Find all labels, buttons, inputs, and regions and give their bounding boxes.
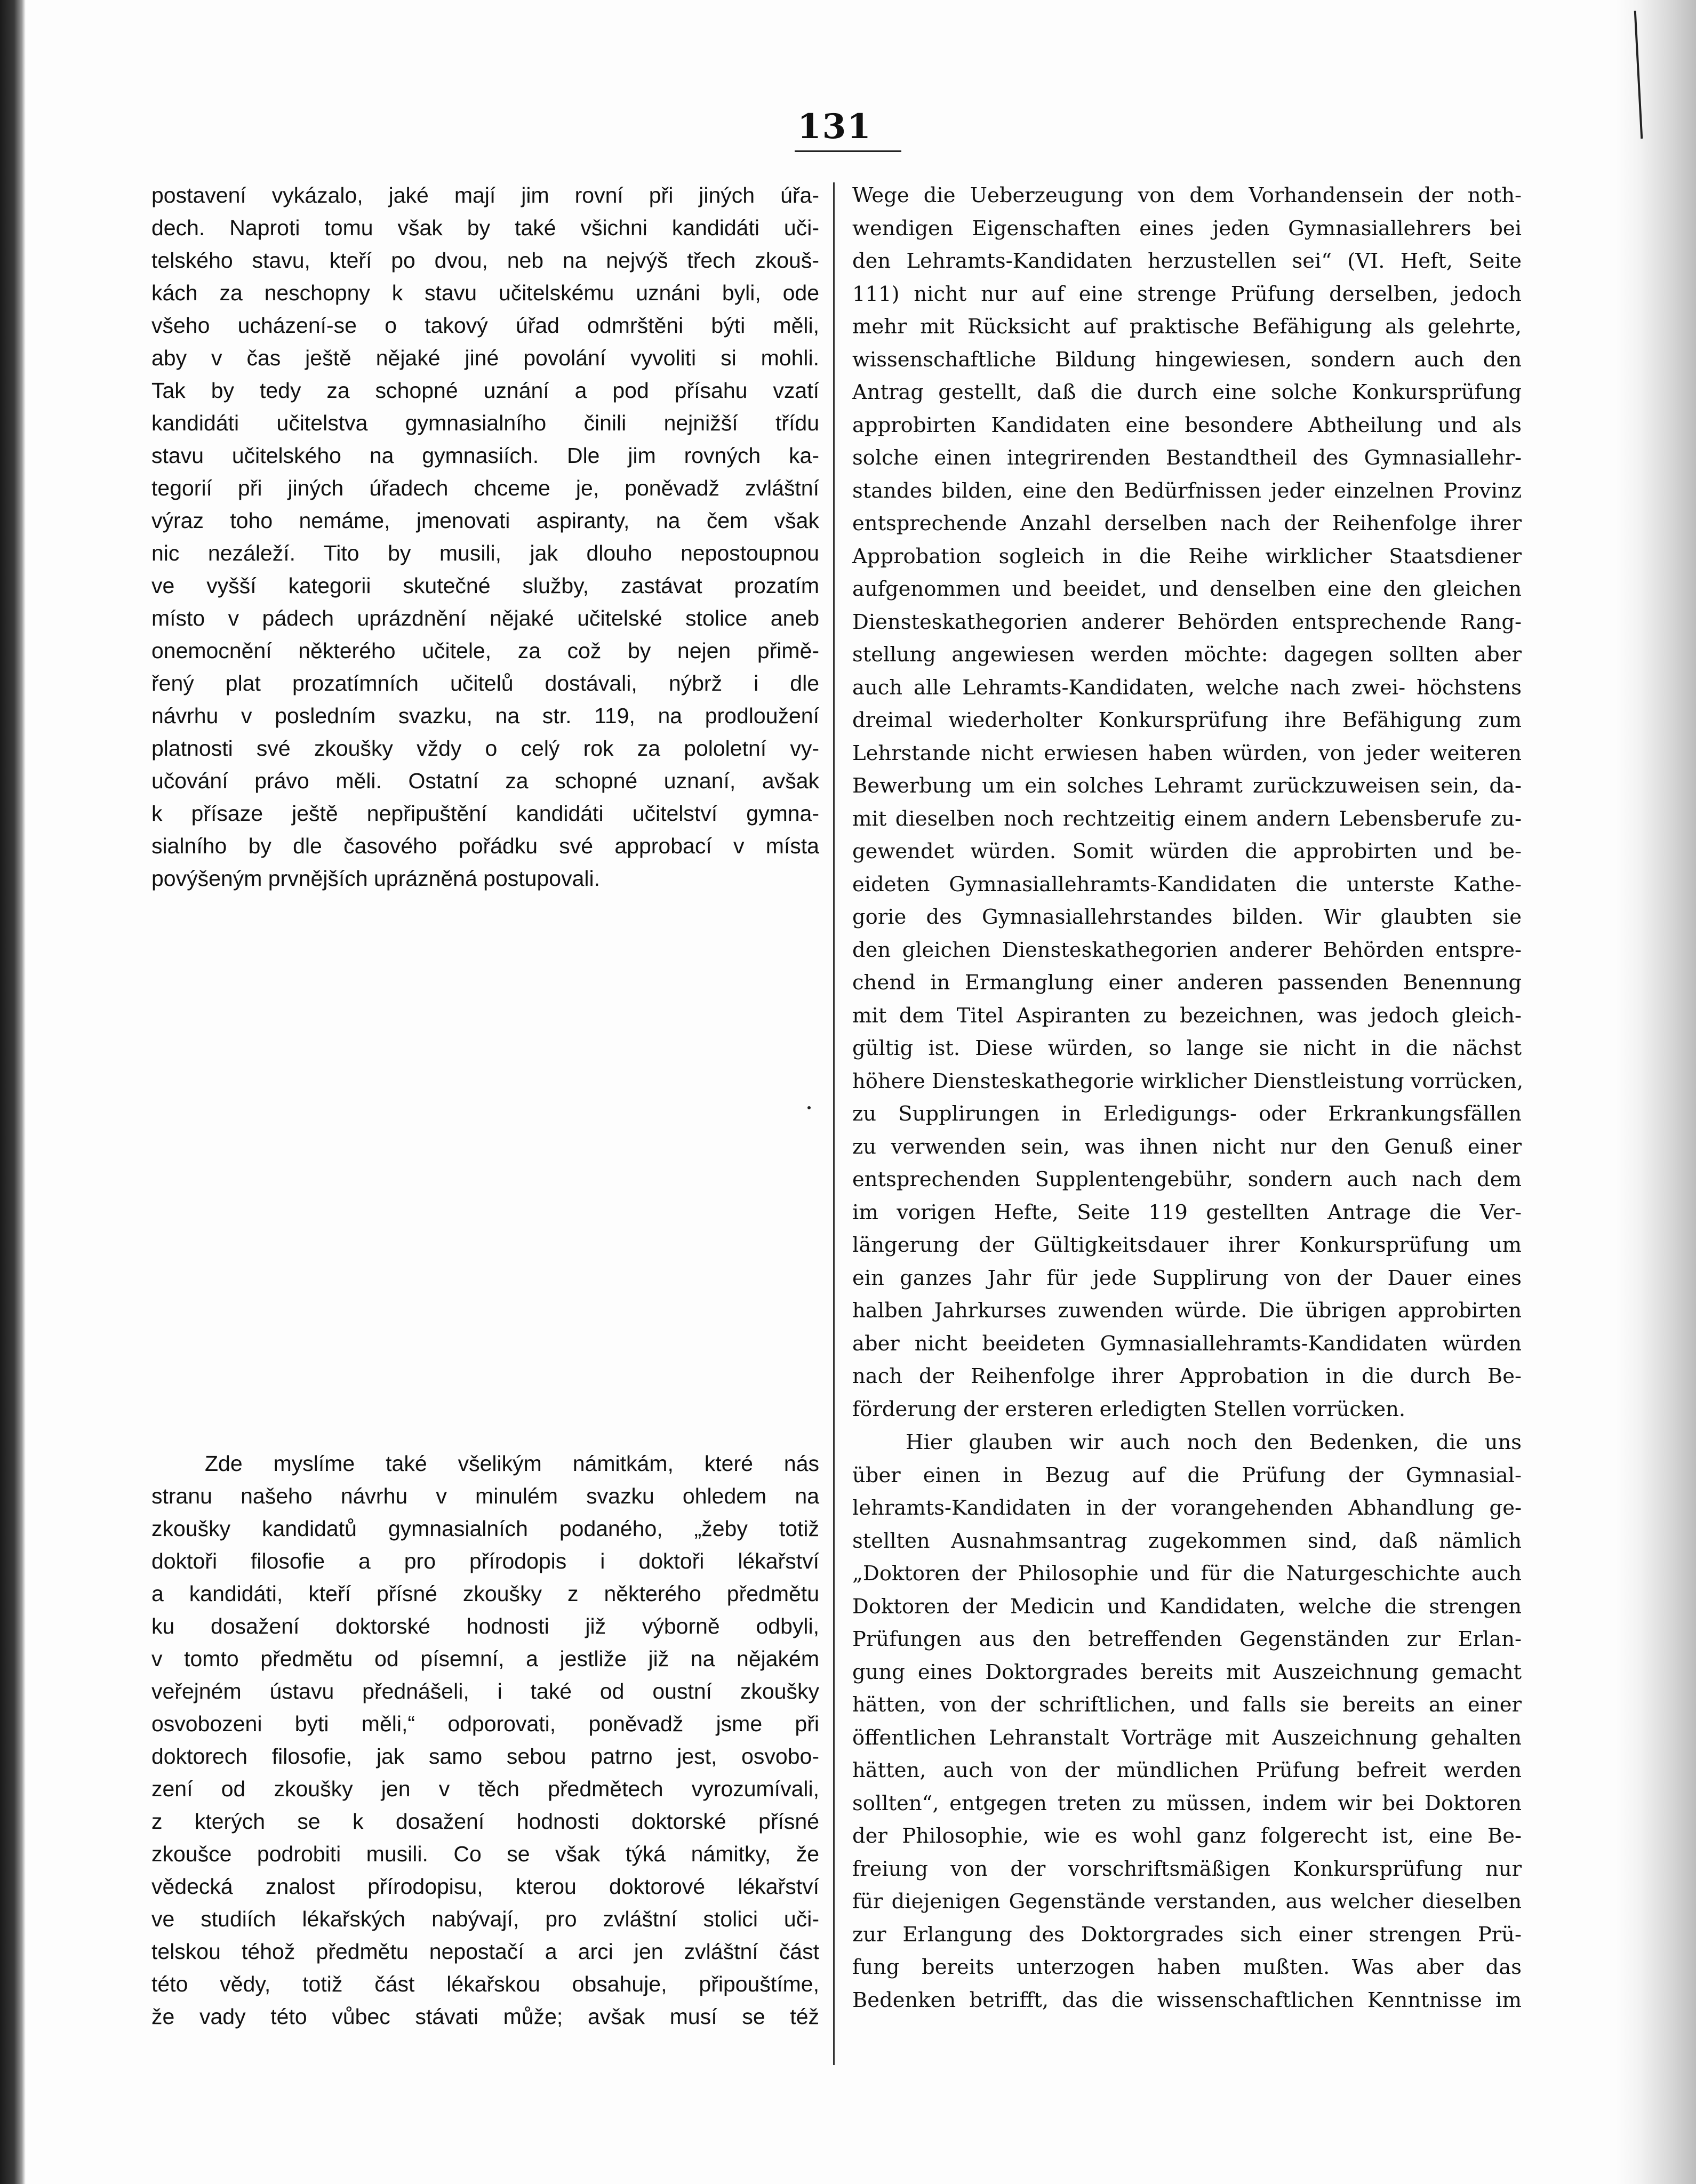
text-line: stellung angewiesen werden möchte: dagegen sollten aber [852, 643, 1522, 667]
text-line: Zde myslíme také všelikým námitkám, které nás [205, 1451, 819, 1476]
text-line: eideten Gymnasiallehramts-Kandidaten die unterste Kathe- [852, 872, 1522, 897]
text-line: aber nicht beeideten Gymnasiallehramts-Kandidaten würden [852, 1331, 1522, 1356]
text-line: über einen in Bezug auf die Prüfung der Gymnasial- [852, 1463, 1522, 1487]
text-line: telskou téhož předmětu nepostačí a arci jen zvláštní část [151, 1939, 819, 1964]
text-line: gung eines Doktorgrades bereits mit Auszeichnung gemacht [852, 1660, 1522, 1684]
page-number-rule [795, 150, 901, 152]
text-line: 111) nicht nur auf eine strenge Prüfung derselben, jedoch [852, 282, 1522, 306]
text-line: ein ganzes Jahr für jede Supplirung von der Dauer eines [852, 1266, 1522, 1290]
text-line: für diejenigen Gegenstände verstanden, aus welcher dieselben [852, 1890, 1522, 1914]
text-line: förderung der ersteren erledigten Stellen vorrücken. [852, 1397, 1406, 1421]
text-line: den gleichen Diensteskathegorien anderer Behörden entspre- [852, 938, 1522, 962]
text-line: entsprechenden Supplentengebühr, sondern auch nach dem [852, 1167, 1522, 1191]
text-line: vědecká znalost přírodopisu, kterou doktorové lékařství [151, 1874, 819, 1899]
column-divider [833, 182, 835, 2065]
text-line: zkoušce podrobiti musili. Co se však týká námitky, že [151, 1842, 819, 1866]
text-line: ve studiích lékařských nabývají, pro zvláštní stolici uči- [151, 1907, 819, 1931]
text-line: kandidáti učitelstva gymnasialního činili nejnižší třídu [151, 411, 819, 435]
text-line: k přísaze ještě nepřipuštění kandidáti učitelství gymna- [151, 801, 819, 826]
text-line: Wege die Ueberzeugung von dem Vorhandensein der noth- [852, 183, 1522, 207]
text-line: a kandidáti, kteří přísné zkoušky z některého předmětu [151, 1581, 819, 1606]
text-line: nic nezáleží. Tito by musili, jak dlouho nepostoupnou [151, 541, 819, 565]
text-line: chend in Ermanglung einer anderen passenden Benennung [852, 971, 1522, 995]
text-line: Bedenken betrifft, das die wissenschaftlichen Kenntnisse im [852, 1988, 1522, 2012]
text-line: této vědy, totiž část lékařskou obsahuje, připouštíme, [151, 1972, 819, 1996]
text-line: Lehrstande nicht erwiesen haben würden, von jeder weiteren [852, 741, 1522, 765]
text-line: wendigen Eigenschaften eines jeden Gymnasiallehrers bei [852, 216, 1522, 241]
text-line: gewendet würden. Somit würden die approbirten und be- [852, 839, 1522, 863]
text-line: dreimal wiederholter Konkursprüfung ihre Befähigung zum [852, 708, 1522, 732]
text-line: mehr mit Rücksicht auf praktische Befähigung als gelehrte, [852, 315, 1522, 339]
text-line: zu Supplirungen in Erledigungs- oder Erkrankungsfällen [852, 1102, 1522, 1126]
text-line: stavu učitelského na gymnasiích. Dle jim rovných ka- [151, 443, 819, 468]
text-line: z kterých se k dosažení hodnosti doktorské přísné [151, 1809, 819, 1834]
text-line: öffentlichen Lehranstalt Vorträge mit Auszeichnung gehalten [852, 1725, 1522, 1750]
text-line: mit dieselben noch rechtzeitig einem andern Lebensberufe zu- [852, 806, 1522, 831]
text-line: ve vyšší kategorii skutečné služby, zastávat prozatím [151, 573, 819, 598]
text-line: doktorech filosofie, jak samo sebou patrno jest, osvobo- [151, 1744, 819, 1769]
text-line: gültig ist. Diese würden, so lange sie nicht in die nächst [852, 1036, 1522, 1060]
text-line: entsprechende Anzahl derselben nach der Reihenfolge ihrer [852, 511, 1522, 535]
text-line: stellten Ausnahmsantrag zugekommen sind, daß nämlich [852, 1529, 1522, 1553]
left-column-paragraph-1 [151, 179, 819, 895]
text-line: „Doktoren der Philosophie und für die Naturgeschichte auch [852, 1562, 1522, 1586]
text-line: veřejném ústavu přednášeli, i také od oustní zkoušky [151, 1679, 819, 1703]
text-line: doktoři filosofie a pro přírodopis i doktoři lékařství [151, 1549, 819, 1573]
text-line: zu verwenden sein, was ihnen nicht nur den Genuß einer [852, 1134, 1522, 1159]
text-line: den Lehramts-Kandidaten herzustellen sei“ (VI. Heft, Seite [852, 249, 1522, 273]
text-line: im vorigen Hefte, Seite 119 gestellten Antrage die Ver- [852, 1200, 1522, 1225]
text-line: standes bilden, eine den Bedürfnissen jeder einzelnen Provinz [852, 478, 1522, 503]
text-line: dech. Naproti tomu však by také všichni kandidáti uči- [151, 215, 819, 240]
text-line: mit dem Titel Aspiranten zu bezeichnen, was jedoch gleich- [852, 1003, 1522, 1028]
ink-speck [807, 1106, 811, 1109]
text-line: Prüfungen aus den betreffenden Gegenständen zur Erlan- [852, 1627, 1522, 1651]
text-line: Antrag gestellt, daß die durch eine solche Konkursprüfung [852, 380, 1522, 404]
text-line: fung bereits unterzogen haben mußten. Was aber das [852, 1955, 1522, 1979]
text-line: der Philosophie, wie es wohl ganz folgerecht ist, eine Be- [852, 1824, 1522, 1848]
text-line: hätten, auch von der mündlichen Prüfung befreit werden [852, 1758, 1522, 1782]
text-line: approbirten Kandidaten eine besondere Abtheilung und als [852, 413, 1522, 437]
text-line: lehramts-Kandidaten in der vorangehenden Abhandlung ge- [852, 1496, 1522, 1520]
text-line: ku dosažení doktorské hodnosti již výborně odbyli, [151, 1614, 819, 1638]
scan-right-edge [1616, 0, 1696, 2184]
text-line: postavení vykázalo, jaké mají jim rovní při jiných úřa- [151, 183, 819, 207]
text-line: längerung der Gültigkeitsdauer ihrer Konkursprüfung um [852, 1233, 1522, 1257]
text-line: wissenschaftliche Bildung hingewiesen, sondern auch den [852, 347, 1522, 372]
text-line: sialního by dle časového pořádku své approbací v místa [151, 834, 819, 858]
text-line: tegorií při jiných úřadech chceme je, poněvadž zvláštní [151, 476, 819, 500]
text-line: nach der Reihenfolge ihrer Approbation in die durch Be- [852, 1364, 1522, 1388]
text-line: že vady této vůbec stávati může; avšak musí se též [151, 2004, 819, 2029]
text-line: zur Erlangung des Doktorgrades sich einer strengen Prü- [852, 1922, 1522, 1947]
text-line: místo v pádech uprázdnění nějaké učitelské stolice aneb [151, 606, 819, 630]
text-line: hätten, von der schriftlichen, und falls sie bereits an einer [852, 1693, 1522, 1717]
text-line: povýšeným prvnějších uprázněná postupovali. [151, 866, 600, 891]
text-line: aby v čas ještě nějaké jiné povolání vyvoliti si mohli. [151, 346, 819, 370]
text-line: sollten“, entgegen treten zu müssen, indem wir bei Doktoren [852, 1791, 1522, 1815]
left-column-paragraph-2 [151, 1447, 819, 2033]
text-line: Bewerbung um ein solches Lehramt zurückzuweisen sein, da- [852, 774, 1522, 798]
text-line: řený plat prozatímních učitelů dostávali, nýbrž i dle [151, 671, 819, 695]
text-line: gorie des Gymnasiallehrstandes bilden. Wir glaubten sie [852, 905, 1522, 929]
text-line: Approbation sogleich in die Reihe wirklicher Staatsdiener [852, 544, 1522, 569]
text-line: kách za neschopny k stavu učitelskému uznáni byli, ode [151, 281, 819, 305]
text-line: Hier glauben wir auch noch den Bedenken, die uns [906, 1430, 1522, 1454]
text-line: freiung von der vorschriftsmäßigen Konkursprüfung nur [852, 1857, 1522, 1881]
text-line: učování právo měli. Ostatní za schopné uznaní, avšak [151, 769, 819, 793]
text-line: návrhu v posledním svazku, na str. 119, na prodloužení [151, 703, 819, 728]
text-line: zení od zkoušky jen v těch předmětech vyrozumívali, [151, 1777, 819, 1801]
page-number: 131 [797, 107, 872, 147]
text-line: všeho ucházení-se o takový úřad odmrštěni býti měli, [151, 313, 819, 338]
scan-left-edge [0, 0, 26, 2184]
text-line: höhere Diensteskathegorie wirklicher Dienstleistung vorrücken, [852, 1069, 1524, 1093]
text-line: Doktoren der Medicin und Kandidaten, welche die strengen [852, 1594, 1522, 1619]
right-column-paragraph-1 [852, 179, 1522, 1426]
text-line: stranu našeho návrhu v minulém svazku ohledem na [151, 1484, 819, 1508]
right-column-paragraph-2 [852, 1426, 1522, 2017]
text-line: v tomto předmětu od písemní, a jestliže již na nějakém [151, 1646, 819, 1671]
text-line: Tak by tedy za schopné uznání a pod přísahu vzatí [151, 378, 819, 403]
text-line: osvobozeni byti měli,“ odporovati, poněvadž jsme při [151, 1711, 819, 1736]
text-line: onemocnění některého učitele, za což by nejen přimě- [151, 638, 819, 663]
text-line: aufgenommen und beeidet, und denselben eine den gleichen [852, 577, 1522, 601]
text-line: halben Jahrkurses zuwenden würde. Die übrigen approbirten [852, 1299, 1522, 1323]
text-line: zkoušky kandidatů gymnasialních podaného, „žeby totiž [151, 1516, 819, 1541]
text-line: výraz toho nemáme, jmenovati aspiranty, na čem však [151, 508, 819, 533]
text-line: solche einen integrirenden Bestandtheil des Gymnasiallehr- [852, 446, 1522, 470]
text-line: platnosti své zkoušky vždy o celý rok za pololetní vy- [151, 736, 819, 761]
text-line: telského stavu, kteří po dvou, neb na nejvýš třech zkouš- [151, 248, 819, 273]
text-line: auch alle Lehramts-Kandidaten, welche nach zwei- höchstens [852, 675, 1522, 700]
text-line: Diensteskathegorien anderer Behörden entsprechende Rang- [852, 610, 1522, 634]
